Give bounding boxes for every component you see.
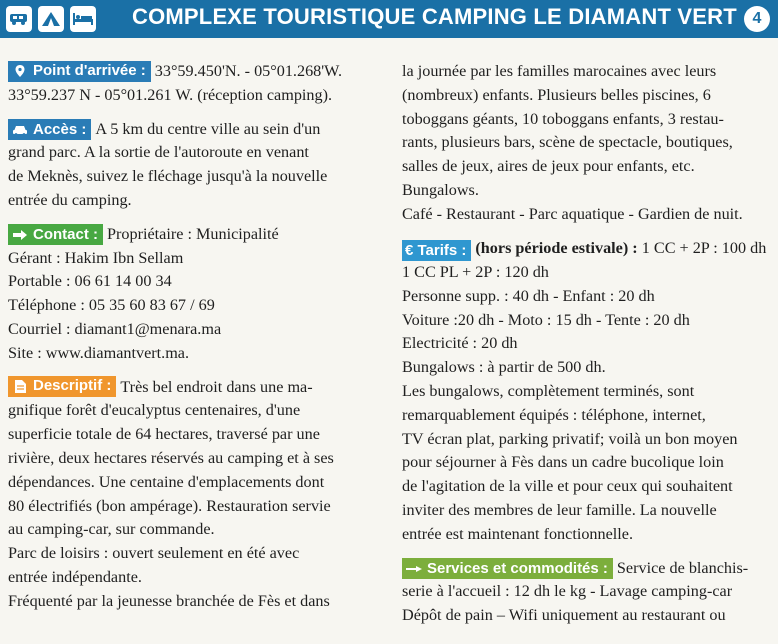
- descriptif-line: Fréquenté par la jeunesse branchée de Fès et dans: [8, 591, 330, 610]
- descriptif-line: entrée indépendante.: [8, 567, 142, 586]
- arrivee-line1: 33°59.450'N. - 05°01.268'W.: [154, 62, 343, 80]
- descriptif-continued: [402, 60, 770, 227]
- descriptif-line: superficie totale de 64 hectares, traversé par une: [8, 425, 320, 444]
- tarif-line: inviter des membres de leur famille. La nouvelle: [402, 500, 717, 519]
- contact-telephone: Téléphone : 05 35 60 83 67 / 69: [8, 296, 215, 315]
- acces-badge: [8, 119, 91, 140]
- car-icon: [11, 122, 29, 138]
- page-header: [0, 0, 778, 38]
- tarifs-section: [402, 237, 770, 547]
- map-pin-icon: [11, 63, 29, 79]
- document-icon: [11, 378, 29, 394]
- tarifs-period: (hors période estivale) :: [475, 238, 638, 257]
- tarifs-badge: [402, 240, 471, 261]
- contact-label: Contact :: [33, 225, 98, 243]
- continued-line: toboggans géants, 10 toboggans enfants, 3 restau-: [402, 109, 724, 128]
- contact-website: Site : www.diamantvert.ma.: [8, 343, 190, 362]
- tarifs-line1: 1 CC + 2P : 100 dh: [641, 238, 767, 257]
- contact-portable: Portable : 06 61 14 00 34: [8, 272, 172, 291]
- continued-line: Café - Restaurant - Parc aquatique - Gardien de nuit.: [402, 204, 743, 223]
- left-column: [8, 60, 380, 624]
- acces-label: Accès :: [33, 120, 87, 138]
- contact-section: [8, 223, 380, 366]
- acces-section: [8, 118, 380, 213]
- page-title: COMPLEXE TOURISTIQUE CAMPING LE DIAMANT VERT: [132, 4, 737, 29]
- continued-line: (nombreux) enfants. Plusieurs belles piscines, 6: [402, 85, 711, 104]
- contact-email: Courriel : diamant1@menara.ma: [8, 319, 222, 338]
- tarif-line: Personne supp. : 40 dh - Enfant : 20 dh: [402, 286, 655, 305]
- descriptif-line: 80 électrifiés (bon ampérage). Restauration servie: [8, 496, 331, 515]
- acces-line2: grand parc. A la sortie de l'autoroute en venant: [8, 143, 309, 162]
- arrivee-badge: [8, 61, 151, 82]
- right-column: [402, 60, 770, 638]
- pointing-hand-icon: [405, 561, 423, 577]
- services-line2: serie à l'accueil : 12 dh le kg - Lavage camping-car: [402, 582, 733, 601]
- continued-line: la journée par les familles marocaines avec leurs: [402, 62, 717, 80]
- arrow-right-icon: [11, 227, 29, 243]
- services-line3: Dépôt de pain – Wifi uniquement au restaurant ou: [402, 606, 726, 625]
- contact-badge: [8, 224, 103, 245]
- tarif-line: Electricité : 20 dh: [402, 334, 518, 353]
- services-section: [402, 557, 770, 628]
- page-number: 4: [744, 6, 770, 32]
- arrivee-line2: 33°59.237 N - 05°01.261 W. (réception camping).: [8, 85, 333, 104]
- acces-line3: de Meknès, suivez le fléchage jusqu'à la nouvelle: [8, 167, 328, 186]
- tarif-line: 1 CC PL + 2P : 120 dh: [402, 262, 549, 281]
- descriptif-line: dépendances. Une centaine d'emplacements dont: [8, 472, 325, 491]
- tent-icon: [38, 6, 64, 32]
- descriptif-line: gnifique forêt d'eucalyptus centenaires, d'une: [8, 401, 301, 420]
- descriptif-line: au camping-car, sur commande.: [8, 520, 215, 539]
- continued-line: Bungalows.: [402, 180, 479, 199]
- descriptif-line: rivière, deux hectares réservés au camping et à ses: [8, 448, 334, 467]
- tarif-line: TV écran plat, parking privatif; voilà un bon moyen: [402, 429, 738, 448]
- acces-line4: entrée du camping.: [8, 190, 132, 209]
- tarif-line: pour séjourner à Fès dans un cadre bucolique loin: [402, 453, 724, 472]
- contact-gerant: Gérant : Hakim Ibn Sellam: [8, 248, 184, 267]
- tarif-line: entrée est maintenant fonctionnelle.: [402, 524, 634, 543]
- continued-line: salles de jeux, aires de jeux pour enfants, etc.: [402, 157, 695, 176]
- tarif-line: Bungalows : à partir de 500 dh.: [402, 358, 606, 377]
- arrivee-label: Point d'arrivée :: [33, 62, 146, 80]
- services-line1: Service de blanchis-: [616, 558, 749, 577]
- services-label: Services et commodités :: [427, 559, 608, 577]
- descriptif-label: Descriptif :: [33, 377, 112, 395]
- descriptif-line: Parc de loisirs : ouvert seulement en été avec: [8, 544, 300, 563]
- header-icons: [6, 6, 96, 32]
- camper-icon: [6, 6, 32, 32]
- tarif-line: Voiture :20 dh - Moto : 15 dh - Tente : 20 dh: [402, 310, 690, 329]
- tarifs-label: € Tarifs :: [405, 241, 467, 259]
- descriptif-line: Très bel endroit dans une ma-: [120, 377, 313, 396]
- descriptif-badge: [8, 376, 116, 397]
- arrivee-section: [8, 60, 380, 108]
- tarif-line: remarquablement équipés : téléphone, internet,: [402, 405, 706, 424]
- bed-icon: [70, 6, 96, 32]
- acces-line1: A 5 km du centre ville au sein d'un: [95, 119, 321, 138]
- tarif-line: Les bungalows, complètement terminés, sont: [402, 381, 695, 400]
- continued-line: rants, plusieurs bars, scène de spectacle, boutiques,: [402, 133, 733, 152]
- contact-owner: Propriétaire : Municipalité: [107, 224, 279, 243]
- tarif-line: de l'agitation de la ville et pour ceux qui souhaitent: [402, 477, 733, 496]
- services-badge: [402, 558, 613, 579]
- descriptif-section: [8, 376, 380, 614]
